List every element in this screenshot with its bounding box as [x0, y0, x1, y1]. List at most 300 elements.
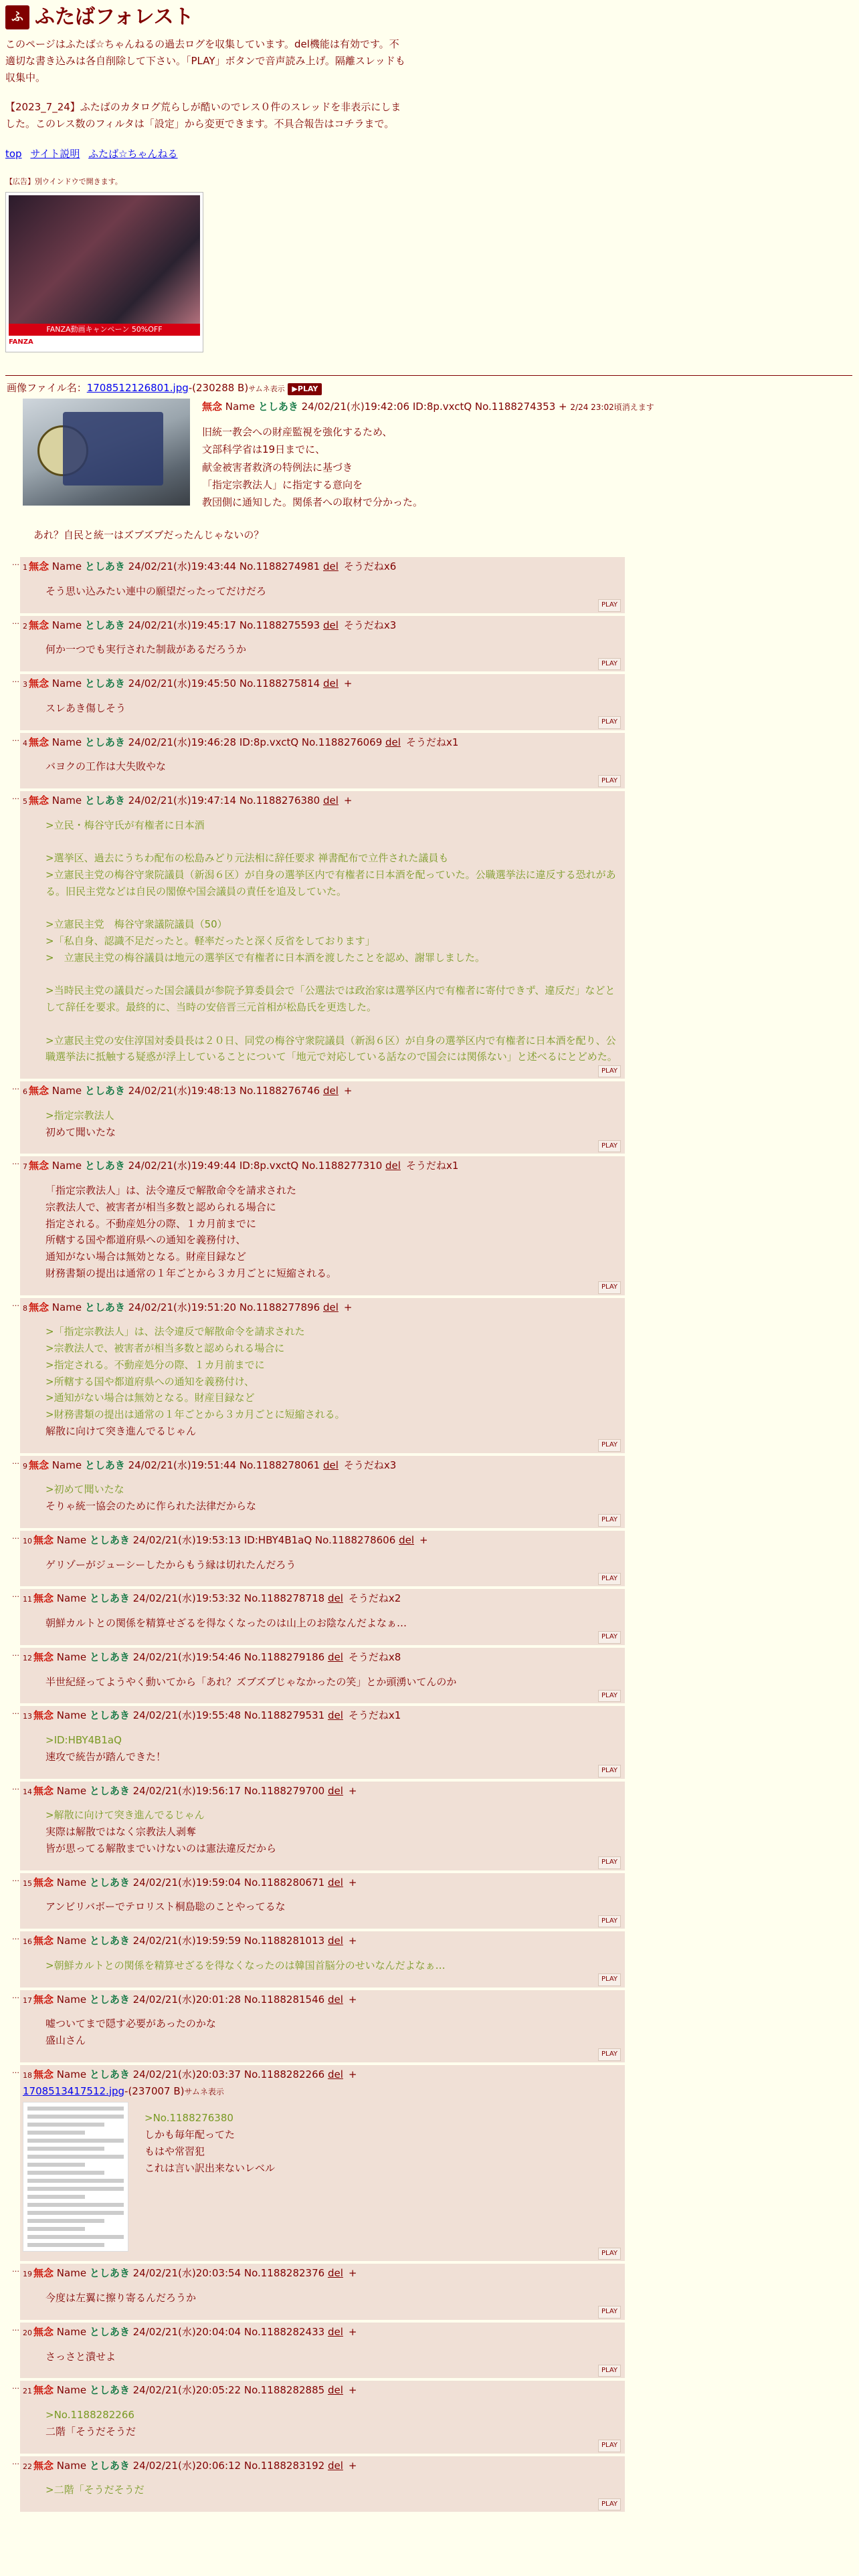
nav-link-about[interactable]: サイト説明	[30, 147, 80, 160]
reply-play-button[interactable]: PLAY	[598, 1573, 621, 1586]
del-button[interactable]: del	[327, 2459, 343, 2472]
sodane-button[interactable]: +	[348, 1993, 357, 2006]
reply-thumbnail[interactable]	[23, 2102, 128, 2252]
reply	[12, 1456, 625, 1528]
ad-banner-text: FANZA動画キャンペーン 50%OFF	[9, 324, 200, 336]
thumb-text-line	[27, 2155, 124, 2159]
reply-name-label: Name	[56, 2267, 87, 2280]
del-button[interactable]: del	[322, 560, 339, 573]
del-button[interactable]: del	[327, 2068, 343, 2080]
reply-name-label: Name	[52, 560, 82, 573]
reply-name: としあき	[89, 1709, 130, 1722]
op-play-button[interactable]: ▶PLAY	[288, 383, 322, 395]
sodane-button[interactable]: そうだねx3	[343, 1459, 397, 1471]
del-button[interactable]: del	[327, 1709, 343, 1722]
reply-dots: …	[12, 1991, 19, 2000]
thumb-text-line	[27, 2235, 124, 2239]
del-button[interactable]: del	[385, 736, 401, 748]
del-button[interactable]: del	[399, 1533, 414, 1546]
reply	[12, 1648, 625, 1704]
reply-line: 今度は左翼に擦り寄るんだろうか	[45, 2292, 197, 2304]
reply-number: 5	[23, 797, 27, 807]
reply-subject: 無念	[29, 794, 50, 807]
reply-subject: 無念	[29, 736, 50, 748]
reply-box	[20, 1782, 625, 1870]
del-button[interactable]: del	[322, 1301, 339, 1313]
intro-text-1: このページはふたば☆ちゃんねるの過去ログを収集しています。del機能は有効です。不適切な書き込みは各自削除して下さい。「PLAY」ボタンで音声読み上げ。隔離スレッドも収集中。	[5, 38, 405, 84]
reply-play-button[interactable]: PLAY	[598, 2048, 621, 2061]
reply-play-button[interactable]: PLAY	[598, 1973, 621, 1986]
reply-body	[45, 1107, 621, 1141]
reply-line: >立民・梅谷守氏が有権者に日本酒	[45, 819, 205, 831]
reply-name-label: Name	[56, 1533, 87, 1546]
ad-note: 【広告】別ウインドウで開きます。	[5, 177, 122, 186]
reply-line: 盛山さん	[45, 2034, 86, 2047]
reply-number: 8	[23, 1303, 27, 1313]
reply-name-label: Name	[56, 1784, 87, 1797]
thumb-text-line	[27, 2227, 85, 2231]
reply-blank-line	[45, 900, 621, 917]
reply-info: 24/02/21(水)19:55:48 No.1188279531	[132, 1709, 325, 1722]
reply-name-label: Name	[56, 1993, 87, 2006]
reply-number: 11	[23, 1595, 32, 1604]
reply-line: バヨクの工作は大失敗やな	[45, 760, 167, 773]
reply-number: 17	[23, 1996, 32, 2005]
sodane-button[interactable]: +	[343, 1085, 353, 1097]
nav-links	[5, 146, 852, 163]
reply-name: としあき	[89, 1784, 130, 1797]
reply-dots: …	[12, 2457, 19, 2466]
reply-play-button[interactable]: PLAY	[598, 599, 621, 612]
reply-info: 24/02/21(水)19:45:17 No.1188275593	[128, 619, 320, 631]
reply-number: 9	[23, 1461, 27, 1471]
sodane-button[interactable]: +	[348, 2325, 357, 2338]
op-thumb-label[interactable]: サムネ表示	[248, 384, 285, 393]
reply-blank-line	[45, 834, 621, 851]
sodane-button[interactable]: +	[343, 677, 353, 690]
del-button[interactable]: del	[327, 1876, 343, 1889]
del-button[interactable]: del	[327, 2267, 343, 2280]
reply-line: >指定宗教法人	[45, 1109, 114, 1121]
reply-subject: 無念	[29, 677, 50, 690]
reply-play-button[interactable]: PLAY	[598, 1690, 621, 1703]
sodane-button[interactable]: そうだねx1	[348, 1709, 401, 1722]
reply-body	[45, 1481, 621, 1515]
reply-name: としあき	[84, 560, 125, 573]
reply-dots: …	[12, 617, 19, 626]
op-text	[202, 399, 852, 511]
del-button[interactable]: del	[322, 677, 339, 690]
sodane-button[interactable]: +	[419, 1533, 428, 1546]
reply-name-label: Name	[52, 1085, 82, 1097]
sodane-button[interactable]: +	[348, 2068, 357, 2080]
reply-body	[45, 2016, 621, 2049]
reply-body	[45, 1732, 621, 1765]
op-file-line	[7, 380, 852, 397]
sodane-button[interactable]: +	[343, 1301, 353, 1313]
reply-body	[45, 1899, 621, 1915]
reply-body	[45, 1182, 621, 1282]
sodane-button[interactable]: そうだねx1	[405, 1160, 459, 1172]
reply-line: 嘘ついてまで隠す必要があったのかな	[45, 2018, 216, 2030]
reply	[12, 1706, 625, 1778]
reply-subject: 無念	[33, 2384, 54, 2397]
reply-dots: …	[12, 1083, 19, 1092]
reply-body	[45, 2349, 621, 2365]
reply-file-line	[23, 2083, 621, 2100]
reply-number: 6	[23, 1087, 27, 1097]
reply	[12, 1156, 625, 1295]
reply-play-button[interactable]: PLAY	[598, 775, 621, 788]
op-body-line: 「指定宗教法人」に指定する意向を	[202, 478, 363, 491]
reply-number: 2	[23, 621, 27, 631]
reply-line: 宗教法人で、被害者が相当多数と認められる場合に	[45, 1200, 276, 1213]
reply-dots: …	[12, 2066, 19, 2075]
reply-thumb-label[interactable]: サムネ表示	[184, 2086, 224, 2097]
reply-box	[20, 557, 625, 613]
op-body-line: 献金被害者救済の特例法に基づき	[202, 461, 353, 473]
site-logo-icon: ふ	[5, 5, 29, 29]
reply-number: 1	[23, 563, 27, 572]
file-label: 画像ファイル名：	[7, 381, 87, 394]
reply-play-button[interactable]: PLAY	[598, 1281, 621, 1294]
reply-subject: 無念	[33, 1709, 54, 1722]
reply-info: 24/02/21(水)20:03:37 No.1188282266	[132, 2068, 325, 2080]
reply-line: >「指定宗教法人」は、法令違反で解散命令を請求された	[45, 1325, 305, 1338]
thumb-text-line	[27, 2147, 104, 2151]
reply-play-button[interactable]: PLAY	[598, 2498, 621, 2511]
reply-box	[20, 791, 625, 1079]
reply-play-button[interactable]: PLAY	[598, 1514, 621, 1527]
thumb-text-line	[27, 2163, 85, 2167]
thumb-text-line	[27, 2179, 124, 2183]
reply-dots: …	[12, 792, 19, 802]
reply-info: 24/02/21(水)20:01:28 No.1188281546	[132, 1993, 325, 2006]
sodane-button[interactable]: そうだねx1	[405, 736, 459, 748]
reply-play-button[interactable]: PLAY	[598, 2306, 621, 2319]
reply-line: >所轄する国や都道府県への通知を義務付け、	[45, 1375, 254, 1388]
reply-play-button[interactable]: PLAY	[598, 716, 621, 729]
reply-subject: 無念	[33, 2325, 54, 2338]
reply-dots: …	[12, 1590, 19, 1600]
reply-line: そりゃ統一協会のために作られた法律だからな	[45, 1500, 257, 1513]
reply-info: 24/02/21(水)19:46:28 ID:8p.vxctQ No.1188276069	[128, 736, 383, 748]
reply-body	[45, 1674, 621, 1691]
del-button[interactable]: del	[327, 1993, 343, 2006]
reply-name-label: Name	[52, 619, 82, 631]
reply-name: としあき	[89, 2068, 130, 2080]
reply-box	[20, 616, 625, 672]
reply-box	[20, 2381, 625, 2453]
reply-name-label: Name	[56, 2325, 87, 2338]
reply-line: >通知がない場合は無効となる。財産目録など	[45, 1392, 255, 1404]
del-button[interactable]: del	[327, 1784, 343, 1797]
reply	[12, 2264, 625, 2320]
thumb-text-line	[27, 2131, 85, 2135]
del-button[interactable]: del	[327, 2325, 343, 2338]
reply-name: としあき	[89, 1935, 130, 1947]
reply-name: としあき	[89, 2459, 130, 2472]
reply-box	[20, 674, 625, 730]
reply-number: 14	[23, 1787, 32, 1796]
sodane-button[interactable]: そうだねx6	[343, 560, 397, 573]
reply-name: としあき	[84, 1160, 125, 1172]
del-button[interactable]: del	[327, 1650, 343, 1663]
reply-line: 通知がない場合は無効となる。財産目録など	[45, 1251, 247, 1263]
reply-number: 21	[23, 2387, 32, 2396]
del-button[interactable]: del	[327, 2384, 343, 2397]
reply-line: >当時民主党の議員だった国会議員が参院予算委員会で「公選法では政治家は選挙区内で有権者に寄付できず、違反だ」などとして辞任を要求。最終的に、当時の安倍晋三元首相が松島氏を更迭した。	[45, 984, 615, 1014]
reply-line: >二階「そうだそうだ	[45, 2484, 145, 2496]
reply-box	[20, 1456, 625, 1528]
reply-info: 24/02/21(水)20:05:22 No.1188282885	[132, 2384, 325, 2397]
reply-subject: 無念	[33, 2267, 54, 2280]
reply-line: >No.1188276380	[145, 2112, 233, 2125]
reply-subject: 無念	[29, 1459, 50, 1471]
reply-subject: 無念	[33, 1993, 54, 2006]
reply-body	[45, 583, 621, 600]
reply-line: >朝鮮カルトとの関係を精算せざるを得なくなったのは韓国首脳分のせいなんだよなぁ…	[45, 1959, 446, 1971]
reply-line: ゲリゾーがジューシーしたからもう縁は切れたんだろう	[45, 1558, 296, 1571]
thumb-sign	[63, 412, 163, 486]
reply-number: 20	[23, 2328, 32, 2337]
reply-number: 3	[23, 680, 27, 689]
reply-line: 皆が思ってる解散までいけないのは憲法違反だから	[45, 1842, 277, 1854]
sodane-button[interactable]: そうだねx3	[343, 619, 397, 631]
thumb-text-line	[27, 2171, 104, 2175]
op-body	[202, 423, 852, 511]
reply-number: 4	[23, 738, 27, 748]
reply	[12, 1589, 625, 1645]
op-body-line: 旧統一教会への財産監視を強化するため、	[202, 426, 393, 439]
reply	[12, 2065, 625, 2262]
sodane-button[interactable]: +	[348, 1784, 357, 1797]
thumb-text-line	[27, 2123, 104, 2127]
reply-blank-line	[45, 966, 621, 983]
reply-body	[45, 817, 621, 1065]
reply-info: 24/02/21(水)20:04:04 No.1188282433	[132, 2325, 325, 2338]
reply-name-label: Name	[56, 1592, 87, 1605]
divider	[5, 375, 852, 376]
op-thumbnail[interactable]	[23, 399, 190, 506]
reply	[12, 1873, 625, 1929]
reply-subject: 無念	[33, 2068, 54, 2080]
ad-image[interactable]	[9, 195, 200, 336]
del-button[interactable]: del	[327, 1592, 343, 1605]
reply-name: としあき	[89, 2384, 130, 2397]
reply-subject: 無念	[33, 1935, 54, 1947]
del-button[interactable]: del	[322, 1085, 339, 1097]
reply-play-button[interactable]: PLAY	[598, 658, 621, 671]
reply-body	[45, 700, 621, 717]
thumb-text-line	[27, 2243, 104, 2247]
reply-subject: 無念	[33, 2459, 54, 2472]
site-title: ふたばフォレスト	[35, 5, 194, 29]
reply-dots: …	[12, 1158, 19, 1167]
reply-play-button[interactable]: PLAY	[598, 1140, 621, 1153]
reply-info: 24/02/21(水)19:45:50 No.1188275814	[128, 677, 320, 690]
reply	[12, 2323, 625, 2379]
reply-number: 12	[23, 1653, 32, 1662]
reply-name-label: Name	[52, 794, 82, 807]
reply-info: 24/02/21(水)19:51:44 No.1188278061	[128, 1459, 320, 1471]
reply-subject: 無念	[29, 1160, 50, 1172]
reply-line: 指定される。不動産処分の際、１カ月前までに	[45, 1217, 257, 1230]
reply-name: としあき	[89, 1993, 130, 2006]
reply-line: 所轄する国や都道府県への通知を義務付け、	[45, 1234, 246, 1247]
reply-file-link[interactable]: 1708513417512.jpg	[23, 2084, 125, 2097]
reply-info: 24/02/21(水)19:53:13 ID:HBY4B1aQ No.1188278606	[132, 1533, 396, 1546]
del-button[interactable]: del	[322, 1459, 339, 1471]
reply-box	[20, 1648, 625, 1704]
reply-body	[45, 2482, 621, 2498]
reply-play-button[interactable]: PLAY	[598, 2440, 621, 2452]
reply-name-label: Name	[52, 1459, 82, 1471]
reply-info: 24/02/21(水)20:06:12 No.1188283192	[132, 2459, 325, 2472]
reply-subject: 無念	[29, 560, 50, 573]
reply-play-button[interactable]: PLAY	[598, 1915, 621, 1928]
reply-dots: …	[12, 558, 19, 568]
reply-play-button[interactable]: PLAY	[598, 1065, 621, 1078]
reply-play-button[interactable]: PLAY	[598, 2365, 621, 2377]
reply-name-label: Name	[56, 2384, 87, 2397]
reply-dots: …	[12, 1707, 19, 1717]
op-plus-button[interactable]: +	[559, 401, 567, 413]
reply-name: としあき	[84, 1459, 125, 1471]
del-button[interactable]: del	[322, 794, 339, 807]
reply-name-label: Name	[52, 1160, 82, 1172]
sodane-button[interactable]: そうだねx2	[348, 1592, 401, 1605]
reply-name-label: Name	[56, 2459, 87, 2472]
reply-line: >選挙区、過去にうちわ配布の松島みどり元法相に辞任要求 禅書配布で立件された議員も	[45, 852, 449, 865]
op-name: としあき	[258, 401, 298, 413]
del-button[interactable]: del	[385, 1160, 401, 1172]
reply-line: >解散に向けて突き進んでるじゃん	[45, 1809, 205, 1822]
op-header	[202, 399, 852, 415]
reply-dots: …	[12, 1874, 19, 1883]
reply-line: >「私自身、認識不足だったと。軽率だったと深く反省をしております」	[45, 935, 375, 948]
reply-dots: …	[12, 675, 19, 685]
reply-name-label: Name	[56, 2068, 87, 2080]
reply-line: 速攻で統告が踏んできた！	[45, 1750, 167, 1763]
reply-play-button[interactable]: PLAY	[598, 1631, 621, 1644]
reply-box	[20, 1706, 625, 1778]
reply-list	[5, 557, 852, 2512]
reply-name-label: Name	[56, 1876, 87, 1889]
reply-line: 解散に向けて突き進んでるじゃん	[45, 1424, 197, 1437]
reply-play-button[interactable]: PLAY	[598, 2248, 621, 2260]
reply	[12, 791, 625, 1079]
reply-name: としあき	[84, 1085, 125, 1097]
reply-body	[45, 641, 621, 658]
reply-box	[20, 2264, 625, 2320]
reply-box	[20, 2323, 625, 2379]
nav-link-futaba[interactable]: ふたば☆ちゃんねる	[88, 147, 178, 160]
ad-banner[interactable]	[5, 192, 203, 352]
reply-dots: …	[12, 1782, 19, 1792]
reply-name: としあき	[84, 1301, 125, 1313]
reply-name: としあき	[89, 1650, 130, 1663]
op-file-size: -(230288 B)	[188, 381, 249, 394]
reply-body	[45, 1957, 621, 1974]
reply-name-label: Name	[52, 1301, 82, 1313]
sodane-button[interactable]: +	[348, 1935, 357, 1947]
reply-info: 24/02/21(水)19:49:44 ID:8p.vxctQ No.1188277310	[128, 1160, 383, 1172]
reply-number: 22	[23, 2462, 32, 2471]
reply-body	[45, 1323, 621, 1439]
reply-number: 16	[23, 1937, 32, 1947]
reply-line: >初めて聞いたな	[45, 1483, 124, 1496]
reply-play-button[interactable]: PLAY	[598, 1856, 621, 1869]
thumb-text-line	[27, 2107, 124, 2111]
del-button[interactable]: del	[322, 619, 339, 631]
reply-line: 実際は解散ではなく宗教法人剥奪	[45, 1826, 197, 1838]
sodane-button[interactable]: +	[348, 2384, 357, 2397]
op-body-line: 文部科学省は19日までに、	[202, 443, 326, 456]
sodane-button[interactable]: そうだねx8	[348, 1650, 401, 1663]
reply-subject: 無念	[33, 1784, 54, 1797]
reply-line: これは言い訳出来ないレベル	[145, 2161, 276, 2174]
thumb-text-line	[27, 2139, 124, 2143]
reply-line: しかも毎年配ってた	[145, 2129, 235, 2141]
reply-name: としあき	[84, 736, 125, 748]
reply-play-button[interactable]: PLAY	[598, 1439, 621, 1452]
reply	[12, 1298, 625, 1453]
sodane-button[interactable]: +	[348, 2267, 357, 2280]
reply-number: 19	[23, 2270, 32, 2279]
reply-line: >宗教法人で、被害者が相当多数と認められる場合に	[45, 1342, 285, 1355]
reply-box	[20, 1589, 625, 1645]
reply-name-label: Name	[56, 1709, 87, 1722]
reply-line: 朝鮮カルトとの関係を精算せざるを得なくなったのは山上のお陰なんだよなぁ…	[45, 1617, 407, 1630]
reply-number: 7	[23, 1162, 27, 1172]
intro-text-2: 【2023_7_24】ふたばのカタログ荒らしが酷いのでレス０件のスレッドを非表示にしました。このレス数のフィルタは「設定」から変更できます。不具合報告はコチラまで。	[5, 101, 401, 130]
reply	[12, 1931, 625, 1988]
reply-line: 二階「そうだそうだ	[45, 2425, 136, 2438]
sodane-button[interactable]: +	[343, 794, 353, 807]
reply-name: としあき	[84, 619, 125, 631]
sodane-button[interactable]: +	[348, 1876, 357, 1889]
reply-info: 24/02/21(水)19:54:46 No.1188279186	[132, 1650, 325, 1663]
op-datetime: 24/02/21(水)19:42:06 ID:8p.vxctQ No.1188274353	[301, 401, 556, 413]
reply-name: としあき	[84, 794, 125, 807]
reply-line: >立憲民主党 梅谷守衆議院議員（50）	[45, 918, 227, 931]
reply-line: >財務書類の提出は通常の１年ごとから３カ月ごとに短縮される。	[45, 1408, 345, 1421]
ad-footer: FANZA	[9, 338, 33, 346]
reply-body	[45, 758, 621, 775]
thumb-text-line	[27, 2195, 85, 2199]
reply-line: さっさと潰せよ	[45, 2350, 116, 2363]
reply	[12, 2381, 625, 2453]
sodane-button[interactable]: +	[348, 2459, 357, 2472]
intro	[5, 36, 407, 132]
reply-line: >立憲民主党の安住淳国対委員長は２０日、同党の梅谷守衆院議員（新潟６区）が自身の選挙区内で有権者に日本酒を配り、公職選挙法に抵触する疑惑が浮上していることについて「地元で対応している話なので国会には関係ない」と述べるにとどめた。	[45, 1034, 617, 1063]
reply-subject: 無念	[33, 1592, 54, 1605]
reply-box	[20, 1531, 625, 1587]
del-button[interactable]: del	[327, 1935, 343, 1947]
nav-link-top[interactable]: top	[5, 147, 22, 160]
reply	[12, 1531, 625, 1587]
thumb-text-line	[27, 2187, 124, 2191]
reply-name-label: Name	[52, 736, 82, 748]
reply-body	[45, 2290, 621, 2306]
reply-body	[45, 1807, 621, 1856]
reply-play-button[interactable]: PLAY	[598, 1765, 621, 1778]
reply-line: そう思い込みたい連中の願望だったってだけだろ	[45, 584, 267, 597]
reply-line: >指定される。不動産処分の際、１カ月前までに	[45, 1358, 265, 1371]
thumb-text-line	[27, 2219, 104, 2223]
op-file-link[interactable]: 1708512126801.jpg	[86, 381, 189, 394]
